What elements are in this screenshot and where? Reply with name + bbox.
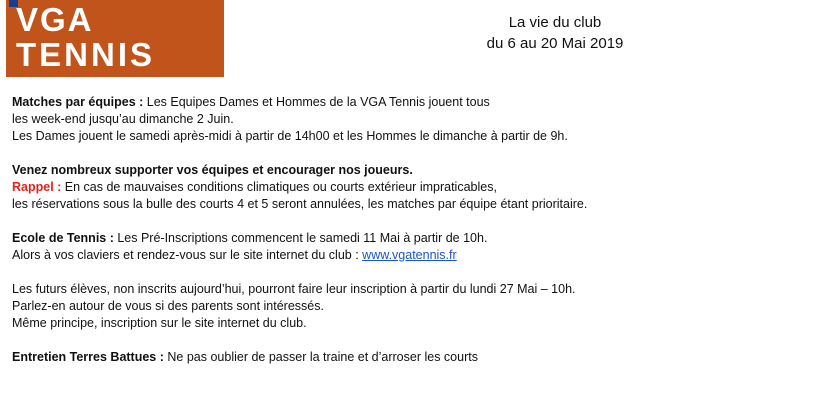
- header-dates: du 6 au 20 Mai 2019: [486, 35, 624, 52]
- matches-line-3: Les Dames jouent le samedi après-midi à partir de 14h00 et les Hommes le dimanche à partir de 9h.: [12, 129, 568, 143]
- matches-text-1: Les Equipes Dames et Hommes de la VGA Tennis jouent tous: [143, 95, 490, 109]
- logo-line-1: VGA: [16, 1, 94, 38]
- futurs-line-2: Parlez-en autour de vous si des parents sont intéressés.: [12, 299, 324, 313]
- support-headline: Venez nombreux supporter vos équipes et encourager nos joueurs.: [12, 163, 413, 177]
- rappel-label: Rappel :: [12, 180, 62, 194]
- ecole-text-1: Les Pré-Inscriptions commencent le samedi 11 Mai à partir de 10h.: [113, 231, 488, 245]
- matches-line-2: les week-end jusqu’au dimanche 2 Juin.: [12, 112, 234, 126]
- ecole-line-2: [12, 247, 802, 264]
- newsletter-header: [470, 12, 640, 54]
- rappel-line-1: [12, 179, 802, 196]
- header-title: La vie du club: [508, 14, 602, 31]
- matches-label: Matches par équipes :: [12, 95, 144, 109]
- matches-line-1: [12, 94, 802, 111]
- futurs-line-3: Même principe, inscription sur le site internet du club.: [12, 316, 307, 330]
- rappel-line-2: les réservations sous la bulle des courts 4 et 5 seront annulées, les matches par équipe étant prioritaire.: [12, 197, 588, 211]
- club-website-link[interactable]: www.vgatennis.fr: [362, 248, 457, 262]
- logo-line-2: TENNIS: [16, 36, 156, 73]
- entretien-text: Ne pas oublier de passer la traine et d’arroser les courts: [163, 350, 478, 364]
- futurs-line-1: Les futurs élèves, non inscrits aujourd’hui, pourront faire leur inscription à partir du lundi 27 Mai – 10h.: [12, 282, 576, 296]
- rappel-text-1: En cas de mauvaises conditions climatiques ou courts extérieur impraticables,: [61, 180, 497, 194]
- newsletter-body: [12, 94, 802, 366]
- entretien-line: [12, 349, 802, 366]
- vga-tennis-logo: [6, 0, 224, 77]
- ecole-line-1: [12, 230, 802, 247]
- entretien-label: Entretien Terres Battues :: [12, 350, 164, 364]
- ecole-label: Ecole de Tennis :: [12, 231, 114, 245]
- ecole-text-2: Alors à vos claviers et rendez-vous sur le site internet du club :: [12, 248, 363, 262]
